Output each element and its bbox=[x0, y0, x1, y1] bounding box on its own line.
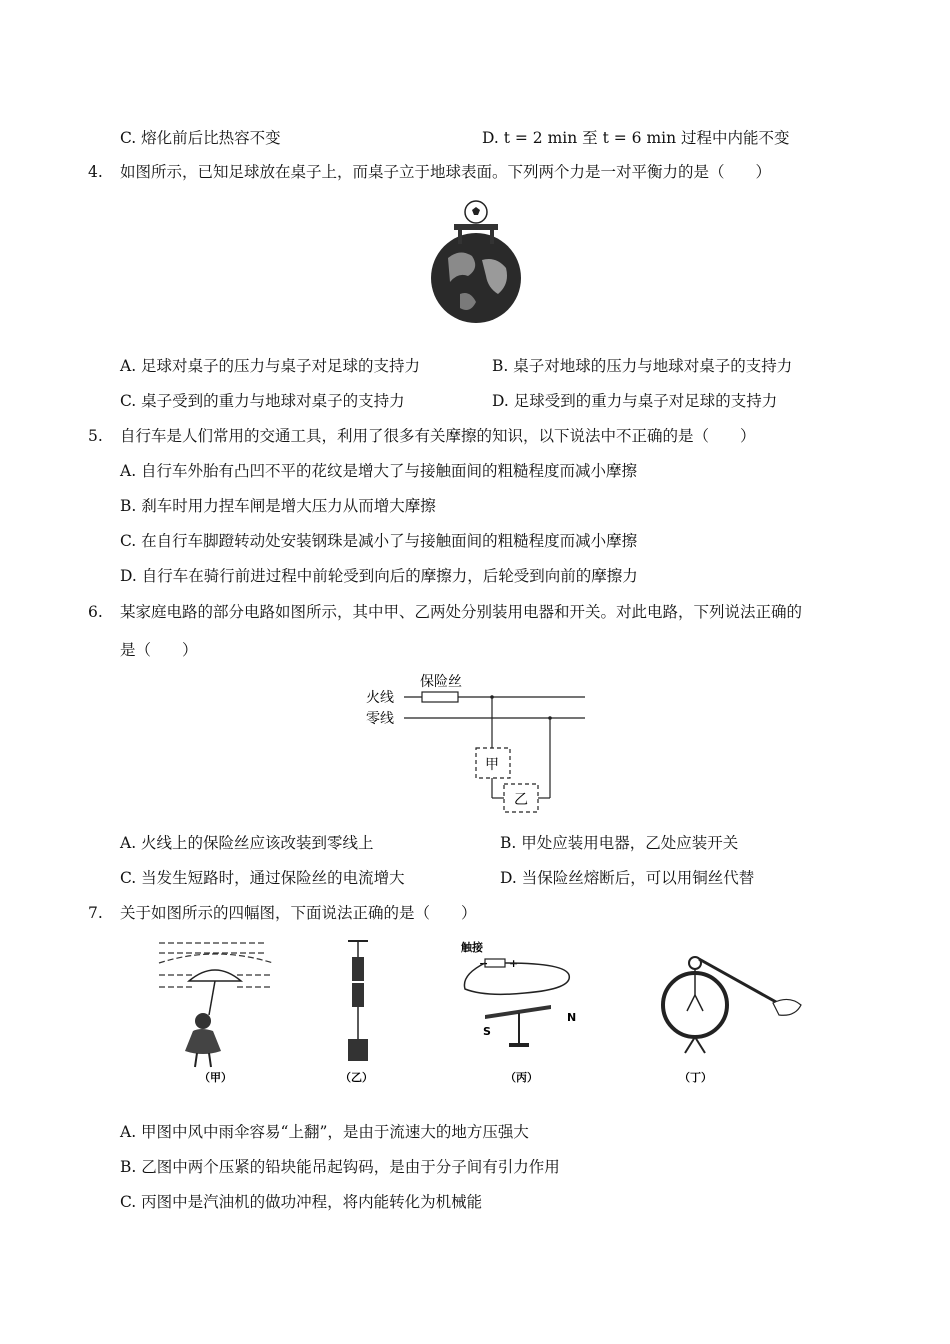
earth-table-ball-figure bbox=[430, 198, 522, 328]
q6-number: 6. bbox=[88, 603, 103, 621]
q6-stem-line2: 是（ ） bbox=[120, 641, 198, 659]
q6-option-b: B. 甲处应装用电器，乙处应装开关 bbox=[500, 834, 739, 852]
figure-jia-caption: （甲） bbox=[199, 1071, 232, 1084]
q5-option-b: B. 刹车时用力捏车闸是增大压力从而增大摩擦 bbox=[120, 497, 436, 515]
lead-block-bottom bbox=[352, 983, 364, 1007]
q7-number: 7. bbox=[88, 904, 103, 922]
q6-option-a: A. 火线上的保险丝应该改装到零线上 bbox=[120, 834, 374, 852]
figure-bing-oersted bbox=[455, 935, 585, 1085]
weight bbox=[348, 1039, 368, 1061]
q5-option-d: D. 自行车在骑行前进过程中前轮受到向后的摩擦力，后轮受到向前的摩擦力 bbox=[120, 567, 638, 585]
q4-option-d: D. 足球受到的重力与桌子对足球的支持力 bbox=[492, 392, 778, 410]
figure-ding-electroscope bbox=[655, 935, 805, 1085]
q6-stem-line1: 某家庭电路的部分电路如图所示，其中甲、乙两处分别装用电器和开关。对此电路，下列说法正确的 bbox=[120, 603, 803, 621]
north-pole-label: N bbox=[567, 1011, 577, 1024]
q4-stem: 如图所示，已知足球放在桌子上，而桌子立于地球表面。下列两个力是一对平衡力的是（ ） bbox=[120, 163, 772, 181]
figure-jia-umbrella bbox=[155, 935, 285, 1085]
plus-sign: + bbox=[509, 957, 519, 970]
q7-option-c: C. 丙图中是汽油机的做功冲程，将内能转化为机械能 bbox=[120, 1193, 483, 1211]
q4-option-a: A. 足球对桌子的压力与桌子对足球的支持力 bbox=[120, 357, 421, 375]
q7-stem: 关于如图所示的四幅图，下面说法正确的是（ ） bbox=[120, 904, 477, 922]
q3-option-d: D. t = 2 min 至 t = 6 min 过程中内能不变 bbox=[482, 129, 790, 147]
table bbox=[454, 224, 498, 230]
box-jia-label: 甲 bbox=[485, 757, 499, 773]
q7-option-b: B. 乙图中两个压紧的铅块能吊起钩码，是由于分子间有引力作用 bbox=[120, 1158, 560, 1176]
fuse bbox=[422, 692, 458, 702]
q4-option-c: C. 桌子受到的重力与地球对桌子的支持力 bbox=[120, 392, 405, 410]
figure-yi-lead-blocks bbox=[330, 935, 390, 1085]
q5-option-a: A. 自行车外胎有凸凹不平的花纹是增大了与接触面间的粗糙程度而减小摩擦 bbox=[120, 462, 638, 480]
q6-option-d: D. 当保险丝熔断后，可以用铜丝代替 bbox=[500, 869, 755, 887]
q5-number: 5. bbox=[88, 427, 103, 445]
minus-sign: − bbox=[479, 957, 489, 970]
figure-yi-caption: （乙） bbox=[340, 1071, 373, 1084]
neutral-wire-label: 零线 bbox=[366, 711, 394, 727]
fuse-label: 保险丝 bbox=[420, 674, 462, 690]
touch-label: 触接 bbox=[461, 941, 483, 954]
rod bbox=[699, 959, 785, 1007]
figure-ding-caption: （丁） bbox=[679, 1071, 712, 1084]
figure-bing-caption: （丙） bbox=[505, 1071, 538, 1084]
q3-option-c: C. 熔化前后比热容不变 bbox=[120, 129, 281, 147]
q5-stem: 自行车是人们常用的交通工具，利用了很多有关摩擦的知识，以下说法中不正确的是（ ） bbox=[120, 427, 756, 445]
hand bbox=[773, 999, 801, 1015]
q6-option-c: C. 当发生短路时，通过保险丝的电流增大 bbox=[120, 869, 405, 887]
box-yi-label: 乙 bbox=[514, 792, 528, 808]
q4-option-b: B. 桌子对地球的压力与地球对桌子的支持力 bbox=[492, 357, 793, 375]
q5-option-c: C. 在自行车脚蹬转动处安装钢珠是减小了与接触面间的粗糙程度而减小摩擦 bbox=[120, 532, 638, 550]
umbrella bbox=[189, 970, 241, 981]
south-pole-label: S bbox=[483, 1025, 491, 1038]
lead-block-top bbox=[352, 957, 364, 981]
earth bbox=[431, 233, 521, 323]
q4-number: 4. bbox=[88, 163, 103, 181]
live-wire-label: 火线 bbox=[366, 690, 394, 706]
q7-option-a: A. 甲图中风中雨伞容易“上翻”，是由于流速大的地方压强大 bbox=[120, 1123, 529, 1141]
household-circuit-diagram bbox=[360, 668, 590, 818]
